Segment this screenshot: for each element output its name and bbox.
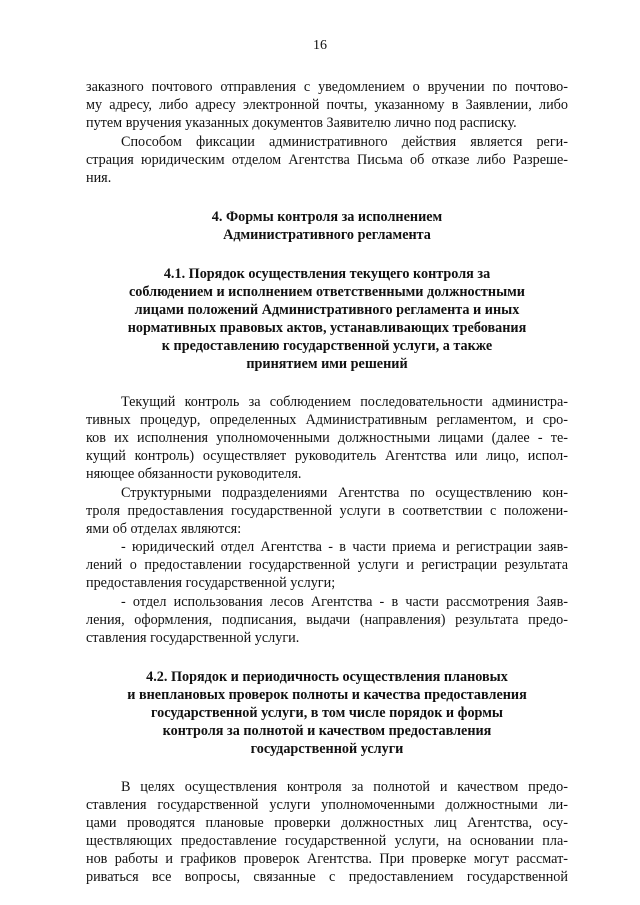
body-text-line: заказного почтового отправления с уведомлением о вручении по почтово- [86, 79, 568, 95]
subsection-heading: к предоставлению государственной услуги, а также [161, 338, 493, 354]
subsection-heading: лицами положений Административного регламента и иных [134, 302, 520, 318]
body-text-line: риваться все вопросы, связанные с предоставлением государственной [86, 869, 568, 885]
body-text-line: Структурными подразделениями Агентства по осуществлению кон- [121, 485, 568, 501]
subsection-heading: и внеплановых проверок полноты и качества предоставления [127, 687, 527, 703]
page-number: 16 [313, 38, 327, 53]
subsection-heading: государственной услуги [250, 741, 404, 757]
body-text-line: ставления государственной услуги уполномоченными должностными ли- [86, 797, 568, 813]
body-text-line: ществляющих предоставление государственной услуги, на основании пла- [86, 833, 568, 849]
section-heading: Административного регламента [223, 227, 431, 243]
body-text-line: ями об отделах являются: [86, 521, 242, 537]
body-text-line: ния. [86, 170, 112, 186]
body-text-line: му адресу, либо адресу электронной почты, указанному в Заявлении, либо [86, 97, 568, 113]
subsection-heading: принятием ими решений [246, 356, 408, 372]
list-item-line: предоставления государственной услуги; [86, 575, 336, 591]
list-item-line: - юридический отдел Агентства - в части приема и регистрации заяв- [121, 539, 568, 555]
subsection-heading: контроля за полнотой и качеством предоставления [162, 723, 492, 739]
body-text-line: тивных процедур, определенных Административным регламентом, и сро- [86, 412, 568, 428]
subsection-heading: государственной услуги, в том числе порядок и формы [151, 705, 503, 721]
body-text-line: троля предоставления государственной услуги в соответствии с положени- [86, 503, 568, 519]
list-item-line: лений о предоставлении государственной услуги и регистрации результата [86, 557, 568, 573]
subsection-heading: 4.2. Порядок и периодичность осуществления плановых [146, 669, 508, 685]
subsection-heading: 4.1. Порядок осуществления текущего контроля за [163, 266, 491, 282]
body-text-line: кущий контроль) осуществляет руководитель Агентства или лицо, испол- [86, 448, 568, 464]
section-heading: 4. Формы контроля за исполнением [211, 209, 443, 225]
list-item-line: ставления государственной услуги. [86, 630, 300, 646]
subsection-heading: соблюдением и исполнением ответственными должностными [129, 284, 525, 300]
body-text-line: путем вручения указанных документов Заявителю лично под расписку. [86, 115, 517, 131]
body-text-line: нов работы и графиков проверок Агентства. При проверке могут рассмат- [86, 851, 568, 867]
body-text-line: Способом фиксации административного действия является реги- [121, 134, 568, 150]
subsection-heading: нормативных правовых актов, устанавливающих требования [127, 320, 527, 336]
body-text-line: няющее обязанности руководителя. [86, 466, 302, 482]
list-item-line: ления, оформления, подписания, выдачи (направления) результата предо- [86, 612, 568, 628]
list-item-line: - отдел использования лесов Агентства - в части рассмотрения Заяв- [121, 594, 568, 610]
body-text-line: Текущий контроль за соблюдением последовательности администра- [121, 394, 568, 410]
body-text-line: цами проводятся плановые проверки должностных лиц Агентства, осу- [86, 815, 568, 831]
body-text-line: ков их исполнения уполномоченными должностными лицами (далее - те- [86, 430, 568, 446]
body-text-line: страция юридическим отделом Агентства Письма об отказе либо Разреше- [86, 152, 568, 168]
body-text-line: В целях осуществления контроля за полнотой и качеством предо- [121, 779, 568, 795]
